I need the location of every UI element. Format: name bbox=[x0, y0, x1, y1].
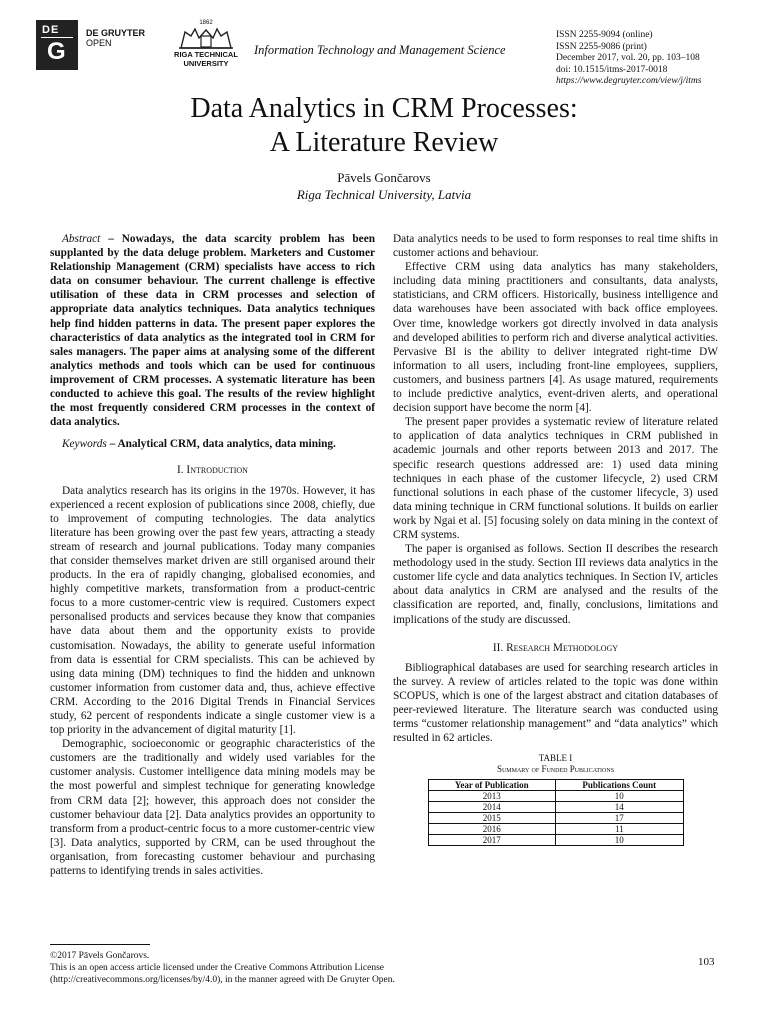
table-row bbox=[428, 824, 683, 835]
table-header-cell: Publications Count bbox=[556, 780, 683, 791]
author-affiliation: Riga Technical University, Latvia bbox=[296, 187, 472, 202]
section-heading-introduction: I. Introduction bbox=[177, 464, 248, 477]
table-cell: 2017 bbox=[428, 835, 556, 846]
right-column bbox=[393, 232, 718, 846]
keywords-text: – Analytical CRM, data analytics, data mining. bbox=[106, 438, 336, 451]
de-gruyter-logo bbox=[36, 20, 78, 70]
publisher-name-line2: OPEN bbox=[86, 38, 112, 48]
paper-title bbox=[0, 92, 768, 160]
license-line: This is an open access article licensed under the Creative Commons Attribution License bbox=[50, 963, 384, 973]
table-cell: 2013 bbox=[428, 791, 556, 802]
paragraph: Data analytics research has its origins in the 1970s. However, it has experienced a recent explosion of publications since 2008, chiefly, due to improvement of computing technologies. The data analytics literature has been growing over the past few years, attracting a steady stream of research and journal publications. Today many companies that consider themselves market driven are still organised around their products. In the era of rapidly changing, globalised economies, and highly competitive markets, transformation from a product-centric focus to a more customer-centric view is required. Customers expect personalised products and services because they know that companies have data about them and the opportunity exists to provide customisation. Nowadays, the ability to generate useful information from data is essential for CRM specialists. This can be achieved by using data mining (DM) techniques to find the hidden and unknown customer information from customer data and, thus, achieve effective CRM. According to the 2016 Digital Trends in Financial Services study, 62 percent of respondents indicate a single customer view is a top priority in the advancement of digital maturity [1]. bbox=[50, 484, 375, 737]
issue-info: December 2017, vol. 20, pp. 103–108 bbox=[556, 53, 700, 63]
copyright-line: ©2017 Pāvels Gončarovs. bbox=[50, 951, 150, 961]
title-line1: Data Analytics in CRM Processes: bbox=[190, 93, 578, 124]
journal-url[interactable]: https://www.degruyter.com/view/j/itms bbox=[556, 76, 702, 86]
publisher-name-line1: DE GRUYTER bbox=[86, 28, 146, 38]
left-column bbox=[50, 232, 375, 878]
table-cell: 11 bbox=[556, 824, 683, 835]
footer-license bbox=[50, 950, 395, 986]
table-header-row bbox=[428, 780, 683, 791]
table-row bbox=[428, 835, 683, 846]
abstract-label: Abstract bbox=[62, 233, 101, 245]
logo-bottom-text: G bbox=[47, 38, 66, 65]
license-url-line: (http://creativecommons.org/licenses/by/4.0), in the manner agreed with De Gruyter Open. bbox=[50, 975, 395, 985]
table-cell: 10 bbox=[556, 835, 683, 846]
keywords bbox=[50, 437, 375, 451]
author-name: Pāvels Gončarovs bbox=[337, 170, 431, 185]
footer-rule bbox=[50, 944, 150, 945]
paragraph: Demographic, socioeconomic or geographic characteristics of the customers are the traditionally and widely used variables for the customer analysis. Customer intelligence data mining models may be the most powerful and simplest technique for generating knowledge from CRM data [2]; however, this approach does not consider the customer behaviour data [2]. Data analytics provides an opportunity to transform from a product-centric focus to a more customer-centric view [3]. Data analytics, supported by CRM, can be used throughout the organisation, from forecasting customer behaviour and purchasing patterns to identifying trends in sales activities. bbox=[50, 738, 375, 878]
paragraph: The present paper provides a systematic review of literature related to application of data analytics techniques in CRM published in academic journals and other reports between 2013 and 2017. The specific research questions addressed are: 1) used data mining techniques in each phase of the customer lifecycle, 2) used CRM functional solutions in each phase of the customer lifecycle, 3) used data mining technique in CRM functional solutions. It builds on earlier work by Ngai et al. [5] focusing solely on data mining in the context of CRM systems. bbox=[393, 416, 718, 541]
page-header bbox=[36, 20, 736, 86]
rtu-crest-icon bbox=[177, 26, 235, 50]
table-cell: 17 bbox=[556, 813, 683, 824]
table-cell: 10 bbox=[556, 791, 683, 802]
logo-top-text: DE bbox=[42, 24, 60, 36]
table-cell: 14 bbox=[556, 802, 683, 813]
table-cell: 2016 bbox=[428, 824, 556, 835]
paragraph: The paper is organised as follows. Section II describes the research methodology used in the study. Section III reviews data analytics in the customer life cycle and data analytics techniques. In Section IV, articles about data analytics in CRM are analysed and the results of the classification are reported, and, finally, conclusions, limitations and implications of the study are discussed. bbox=[393, 543, 718, 626]
issn-block bbox=[556, 30, 701, 88]
keywords-label: Keywords bbox=[62, 438, 107, 451]
abstract-text: – Nowadays, the data scarcity problem has been supplanted by the data deluge problem. Marketers and Customer Relationship Management (CRM) specialists have access to rich data on consumer behaviour. The current challenge is effective utilisation of these data in CRM processes and selection of appropriate data analytics techniques. Data analytics techniques help find hidden patterns in data. The present paper explores the characteristics of data analytics as the integrated tool in CRM for sales managers. The paper aims at analysing some of the different analytics methods and tools which can be used for continuous improvement of CRM processes. A systematic literature has been conducted to achieve this goal. The results of the review highlight the most frequently considered CRM processes in the context of data analytics. bbox=[50, 233, 375, 429]
paragraph: Data analytics needs to be used to form responses to real time shifts in customer actions and behaviour. bbox=[393, 233, 718, 260]
table-label: TABLE I bbox=[538, 753, 573, 764]
paragraph: Bibliographical databases are used for searching research articles in the survey. A review of articles related to the topic was done within SCOPUS, which is one of the largest abstract and citation databases of peer-reviewed literature. The literature search was conducted using terms “customer relationship management” and “data analytics” which resulted in 62 articles. bbox=[393, 661, 718, 745]
table-cell: 2015 bbox=[428, 813, 556, 824]
table-row bbox=[428, 802, 683, 813]
table-row bbox=[428, 791, 683, 802]
journal-name: Information Technology and Management Science bbox=[254, 43, 506, 57]
issn-online: ISSN 2255-9094 (online) bbox=[556, 30, 653, 40]
doi: doi: 10.1515/itms-2017-0018 bbox=[556, 64, 668, 75]
abstract bbox=[50, 232, 375, 429]
issn-print: ISSN 2255-9086 (print) bbox=[556, 41, 647, 52]
table-header-cell: Year of Publication bbox=[428, 780, 556, 791]
title-line2: A Literature Review bbox=[269, 127, 499, 158]
table-cell: 2014 bbox=[428, 802, 556, 813]
rtu-name-line2: UNIVERSITY bbox=[183, 59, 229, 68]
publications-table bbox=[428, 779, 684, 846]
rtu-year: 1862 bbox=[199, 20, 213, 26]
rtu-name-line1: RIGA TECHNICAL bbox=[174, 50, 238, 59]
table-caption: Summary of Funded Publications bbox=[496, 764, 615, 775]
publisher-name bbox=[86, 28, 145, 48]
table-row bbox=[428, 813, 683, 824]
page-number: 103 bbox=[698, 956, 715, 968]
section-heading-methodology: II. Research Methodology bbox=[492, 641, 619, 654]
paragraph: Effective CRM using data analytics has many stakeholders, including data mining practitioners and consultants, data analysts, statisticians, and CRM officers. Historically, business intelligence and data warehouses have been associated with back office employees. Over time, knowledge workers got directly involved in data analysis and developed abilities to perform rich and diverse analytical activities. Pervasive BI is the ability to deliver integrated right-time DW information to all users, including front-line employees, suppliers, customers, and business partners [4]. As usage matured, requirements to include predictive analytics, event-driven alerts, and operational decision support have become the norm [4]. bbox=[393, 261, 718, 415]
rtu-logo bbox=[166, 20, 246, 68]
